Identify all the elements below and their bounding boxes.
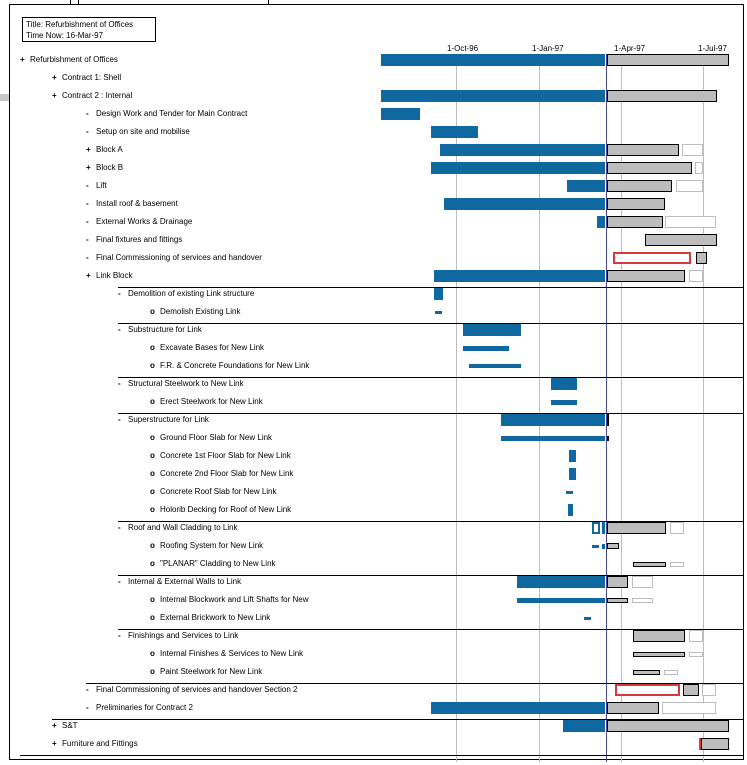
collapse-icon: - <box>86 199 89 208</box>
collapse-icon: - <box>86 109 89 118</box>
task-row[interactable] <box>86 252 262 264</box>
task-label: Internal & External Walls to Link <box>128 577 242 586</box>
task-row[interactable] <box>86 198 178 210</box>
group-divider <box>118 287 743 288</box>
bullet-icon: o <box>150 469 155 478</box>
task-label: Link Block <box>96 271 133 280</box>
bullet-icon: o <box>150 667 155 676</box>
task-bar[interactable] <box>676 180 703 192</box>
task-label: Block B <box>96 163 124 172</box>
task-bar[interactable] <box>633 670 660 675</box>
task-row[interactable] <box>150 540 263 552</box>
task-row[interactable] <box>150 594 309 606</box>
task-label: Final fixtures and fittings <box>96 235 183 244</box>
task-label: Lift <box>96 181 107 190</box>
task-label: Superstructure for Link <box>128 415 209 424</box>
group-divider <box>118 323 743 324</box>
task-row[interactable] <box>118 522 238 534</box>
task-label: Finishings and Services to Link <box>128 631 239 640</box>
task-bar[interactable] <box>607 720 729 732</box>
task-bar[interactable] <box>551 378 577 390</box>
gridline <box>621 54 622 762</box>
task-row[interactable] <box>86 702 193 714</box>
task-bar[interactable] <box>592 522 600 534</box>
task-label: Roofing System for New Link <box>160 541 264 550</box>
date-label: 1-Jan-97 <box>532 44 564 53</box>
gridline <box>456 54 457 762</box>
task-bar[interactable] <box>597 216 605 228</box>
task-label: S&T <box>62 721 78 730</box>
task-label: Concrete Roof Slab for New Link <box>160 487 277 496</box>
gridline <box>539 54 540 762</box>
task-row[interactable] <box>86 126 190 138</box>
task-row[interactable] <box>52 90 132 102</box>
task-label: Internal Blockwork and Lift Shafts for New <box>160 595 309 604</box>
expand-icon[interactable]: + <box>52 91 57 100</box>
task-bar[interactable] <box>607 216 663 228</box>
collapse-icon: - <box>86 685 89 694</box>
task-label: Design Work and Tender for Main Contract <box>96 109 248 118</box>
title-box <box>22 17 156 42</box>
task-bar[interactable] <box>702 684 716 696</box>
task-row[interactable] <box>118 378 244 390</box>
date-label: 1-Jul-97 <box>698 44 727 53</box>
expand-icon[interactable]: + <box>52 721 57 730</box>
task-label: Install roof & basement <box>96 199 178 208</box>
task-bar[interactable] <box>567 180 605 192</box>
task-bar[interactable] <box>381 54 605 66</box>
task-bar[interactable] <box>696 252 707 264</box>
task-label: Concrete 1st Floor Slab for New Link <box>160 451 291 460</box>
task-row[interactable] <box>118 630 238 642</box>
task-bar[interactable] <box>632 576 653 588</box>
task-bar[interactable] <box>517 576 605 588</box>
group-divider <box>20 755 743 756</box>
task-bar[interactable] <box>689 652 703 657</box>
bullet-icon: o <box>150 361 155 370</box>
task-bar[interactable] <box>689 630 703 642</box>
gridline <box>703 54 704 762</box>
task-row[interactable] <box>52 720 78 732</box>
task-bar[interactable] <box>615 684 680 696</box>
collapse-icon: - <box>118 631 121 640</box>
task-bar[interactable] <box>695 162 703 174</box>
task-bar[interactable] <box>683 684 699 696</box>
task-row[interactable] <box>150 504 291 516</box>
task-bar[interactable] <box>440 144 605 156</box>
bullet-icon: o <box>150 433 155 442</box>
bullet-icon: o <box>150 649 155 658</box>
task-label: Preliminaries for Contract 2 <box>96 703 193 712</box>
task-label: Holorib Decking for Roof of New Link <box>160 505 292 514</box>
task-bar[interactable] <box>701 738 729 750</box>
task-row[interactable] <box>150 648 303 660</box>
task-bar[interactable] <box>607 702 659 714</box>
task-bar[interactable] <box>607 436 609 441</box>
task-bar[interactable] <box>633 652 685 657</box>
task-label: Ground Floor Slab for New Link <box>160 433 273 442</box>
task-bar[interactable] <box>602 522 605 534</box>
task-label: External Works & Drainage <box>96 217 193 226</box>
task-label: Final Commissioning of services and handover <box>96 253 262 262</box>
chart-title: Title: Refurbishment of Offices <box>26 20 134 29</box>
task-bar[interactable] <box>633 562 666 567</box>
task-bar[interactable] <box>431 702 605 714</box>
task-bar[interactable] <box>517 598 605 603</box>
task-bar[interactable] <box>670 522 684 534</box>
task-bar[interactable] <box>566 491 573 494</box>
date-label: 1-Oct-96 <box>447 44 479 53</box>
task-bar[interactable] <box>463 324 521 336</box>
collapse-icon: - <box>86 235 89 244</box>
task-row[interactable] <box>86 162 123 174</box>
expand-icon[interactable]: + <box>86 271 91 280</box>
bullet-icon: o <box>150 613 155 622</box>
group-divider <box>118 377 743 378</box>
task-bar[interactable] <box>607 576 628 588</box>
task-label: Excavate Bases for New Link <box>160 343 265 352</box>
collapse-icon: - <box>86 181 89 190</box>
task-row[interactable] <box>150 558 276 570</box>
task-row[interactable] <box>86 270 132 282</box>
task-row[interactable] <box>86 144 123 156</box>
task-bar[interactable] <box>607 54 729 66</box>
task-label: Erect Steelwork for New Link <box>160 397 263 406</box>
bullet-icon: o <box>150 307 155 316</box>
task-row[interactable] <box>150 450 291 462</box>
task-row[interactable] <box>118 414 209 426</box>
task-row[interactable] <box>118 324 202 336</box>
task-row[interactable] <box>86 180 107 192</box>
collapse-icon: - <box>118 379 121 388</box>
task-label: Concrete 2nd Floor Slab for New Link <box>160 469 294 478</box>
task-label: Furniture and Fittings <box>62 739 138 748</box>
task-bar[interactable] <box>563 720 605 732</box>
task-bar[interactable] <box>551 400 577 405</box>
task-label: Demolition of existing Link structure <box>128 289 255 298</box>
bullet-icon: o <box>150 397 155 406</box>
task-bar[interactable] <box>435 311 442 314</box>
task-bar[interactable] <box>469 364 521 368</box>
task-bar[interactable] <box>670 562 684 567</box>
bullet-icon: o <box>150 559 155 568</box>
task-row[interactable] <box>150 396 263 408</box>
task-bar[interactable] <box>607 270 685 282</box>
task-row[interactable] <box>86 684 297 696</box>
task-bar[interactable] <box>613 252 691 264</box>
collapse-icon: - <box>118 325 121 334</box>
task-row[interactable] <box>118 576 241 588</box>
task-bar[interactable] <box>501 414 605 426</box>
expand-icon[interactable]: + <box>52 73 57 82</box>
task-label: Block A <box>96 145 123 154</box>
task-bar[interactable] <box>607 144 679 156</box>
task-bar[interactable] <box>682 144 703 156</box>
task-label: F.R. & Concrete Foundations for New Link <box>160 361 310 370</box>
task-bar[interactable] <box>632 598 653 603</box>
expand-icon[interactable]: + <box>20 55 25 64</box>
task-bar[interactable] <box>568 504 573 516</box>
task-bar[interactable] <box>584 617 591 620</box>
task-label: Setup on site and mobilise <box>96 127 190 136</box>
task-label: External Brickwork to New Link <box>160 613 271 622</box>
task-row[interactable] <box>86 216 192 228</box>
collapse-icon: - <box>86 253 89 262</box>
task-bar[interactable] <box>607 90 717 102</box>
task-bar[interactable] <box>444 198 605 210</box>
task-label: Internal Finishes & Services to New Link <box>160 649 304 658</box>
task-label: Paint Steelwork for New Link <box>160 667 263 676</box>
expand-icon[interactable]: + <box>86 145 91 154</box>
task-label: Refurbishment of Offices <box>30 55 118 64</box>
gantt-chart <box>9 4 744 760</box>
task-label: Roof and Wall Cladding to Link <box>128 523 238 532</box>
task-bar[interactable] <box>607 162 692 174</box>
task-row[interactable] <box>150 432 272 444</box>
task-bar[interactable] <box>607 522 666 534</box>
task-bar[interactable] <box>569 450 576 462</box>
task-row[interactable] <box>86 234 182 246</box>
task-label: Substructure for Link <box>128 325 202 334</box>
expand-icon[interactable]: + <box>86 163 91 172</box>
bullet-icon: o <box>150 541 155 550</box>
task-label: Contract 1: Shell <box>62 73 122 82</box>
collapse-icon: - <box>86 127 89 136</box>
task-bar[interactable] <box>592 545 599 548</box>
task-row[interactable] <box>86 108 247 120</box>
task-bar[interactable] <box>381 108 420 120</box>
task-bar[interactable] <box>431 162 605 174</box>
task-bar[interactable] <box>665 216 716 228</box>
task-row[interactable] <box>20 54 118 66</box>
task-row[interactable] <box>150 468 293 480</box>
collapse-icon: - <box>118 523 121 532</box>
task-row[interactable] <box>52 72 121 84</box>
task-label: Structural Steelwork to New Link <box>128 379 244 388</box>
task-bar[interactable] <box>689 270 703 282</box>
bullet-icon: o <box>150 595 155 604</box>
group-divider <box>118 413 743 414</box>
time-now-line <box>606 54 607 762</box>
collapse-icon: - <box>118 415 121 424</box>
task-row[interactable] <box>118 288 254 300</box>
expand-icon[interactable]: + <box>52 739 57 748</box>
task-bar[interactable] <box>434 270 605 282</box>
time-now-label: Time Now: 16-Mar-97 <box>26 31 104 40</box>
task-label: Final Commissioning of services and handover Section 2 <box>96 685 298 694</box>
collapse-icon: - <box>86 217 89 226</box>
task-bar[interactable] <box>607 180 672 192</box>
task-bar[interactable] <box>463 346 509 351</box>
task-bar[interactable] <box>607 598 628 603</box>
task-label: Demolish Existing Link <box>160 307 241 316</box>
task-label: "PLANAR" Cladding to New Link <box>160 559 276 568</box>
task-row[interactable] <box>150 342 264 354</box>
task-bar[interactable] <box>645 234 717 246</box>
task-bar[interactable] <box>607 198 665 210</box>
task-bar[interactable] <box>607 414 609 426</box>
task-label: Contract 2 : Internal <box>62 91 133 100</box>
task-bar[interactable] <box>431 126 478 138</box>
task-row[interactable] <box>150 612 270 624</box>
collapse-icon: - <box>86 703 89 712</box>
task-row[interactable] <box>52 738 138 750</box>
task-row[interactable] <box>150 666 262 678</box>
bullet-icon: o <box>150 343 155 352</box>
task-bar[interactable] <box>434 288 443 300</box>
task-bar[interactable] <box>602 544 605 549</box>
collapse-icon: - <box>118 289 121 298</box>
bullet-icon: o <box>150 487 155 496</box>
date-label: 1-Apr-97 <box>614 44 646 53</box>
task-bar[interactable] <box>569 468 576 480</box>
task-row[interactable] <box>150 486 277 498</box>
task-row[interactable] <box>150 306 240 318</box>
task-row[interactable] <box>150 360 309 372</box>
task-bar[interactable] <box>633 630 685 642</box>
task-bar[interactable] <box>381 90 605 102</box>
task-bar[interactable] <box>501 436 605 441</box>
task-bar[interactable] <box>607 543 619 549</box>
collapse-icon: - <box>118 577 121 586</box>
bullet-icon: o <box>150 505 155 514</box>
bullet-icon: o <box>150 451 155 460</box>
task-bar[interactable] <box>664 670 678 675</box>
task-bar[interactable] <box>662 702 716 714</box>
